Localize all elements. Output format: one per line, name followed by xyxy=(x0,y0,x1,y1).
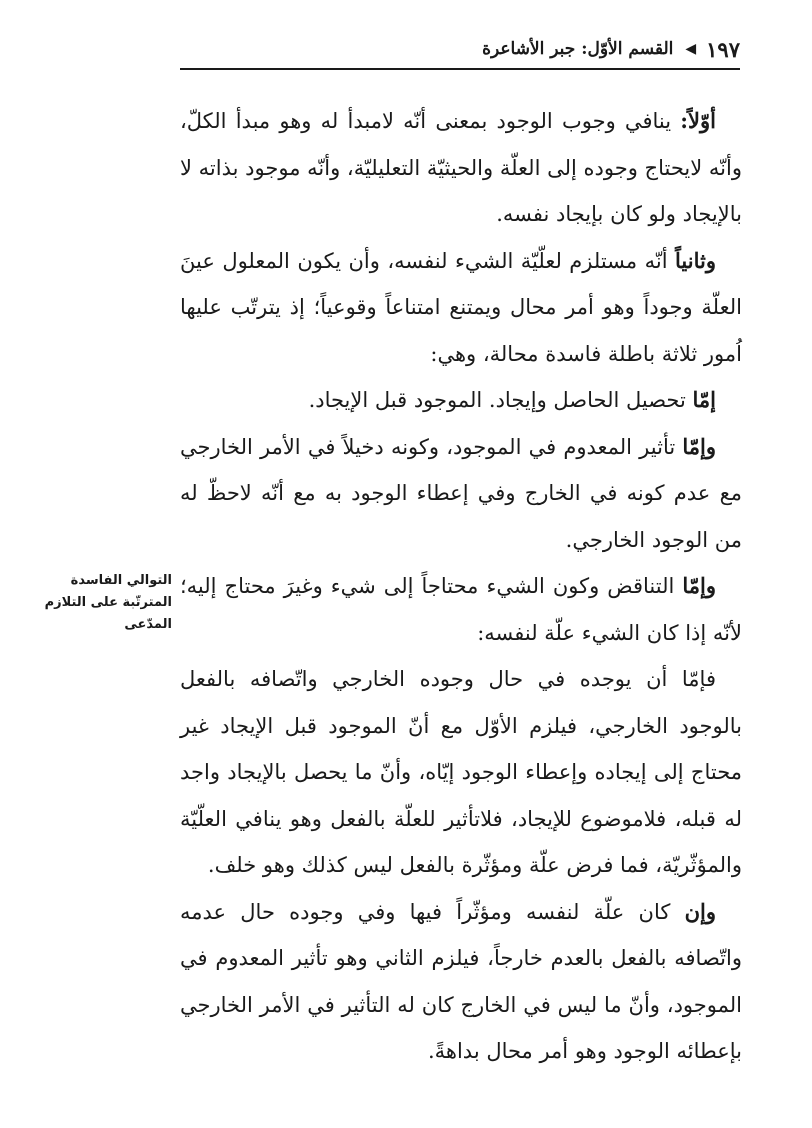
paragraph-text: التناقض وكون الشيء محتاجاً إلى شيء وغيرَ محتاج إليه؛ لأنّه إذا كان الشيء علّة لنفسه: xyxy=(180,574,742,645)
paragraph-lead: أوّلاً: xyxy=(680,108,716,133)
page-number: ١٩٧ xyxy=(706,36,740,62)
paragraph-lead: وإمّا xyxy=(682,573,716,598)
paragraph-lead: وإمّا xyxy=(682,433,716,459)
paragraph-lead: وثانياً xyxy=(675,247,716,273)
running-header xyxy=(180,34,740,64)
paragraph-text: تأثير المعدوم في الموجود، وكونه دخيلاً في الأمر الخارجي مع عدم كونه في الخارج وفي إعطاء الوجود به مع أنّه لاحظّ له من الوجود الخارجي. xyxy=(180,434,742,552)
chapter-title: القسم الأوّل: جبر الأشاعرة xyxy=(482,39,674,59)
paragraph-first xyxy=(180,98,742,238)
paragraph-text: فإمّا أن يوجده في حال وجوده الخارجي واتّصافه بالفعل بالوجود الخارجي، فيلزم الأوّل مع أنّ الموجود قبل الإيجاد غير محتاج إلى إيجاده وإعطاء الوجود إيّاه، وأنّ ما يحصل بالإيجاد واجد له قبله، فلاموضوع للإيجاد، فلاتأثير للعلّة بالفعل وهو ينافي العلّيّة والمؤثّريّة، فما فرض علّة ومؤثّرة بالفعل ليس كذلك وهو خلف. xyxy=(180,667,742,877)
header-divider xyxy=(180,68,740,70)
arrow-left-icon: ◀ xyxy=(685,41,697,57)
paragraph-lead: وإن xyxy=(684,898,716,924)
paragraph-option-two xyxy=(180,424,742,564)
margin-note: التوالي الفاسدة المترتّبة على التلازم المدّعى xyxy=(44,573,172,632)
paragraph-text: أنّه مستلزم لعلّيّة الشيء لنفسه، وأن يكون المعلول عينَ العلّة وجوداً وهو أمر محال ويمتنع امتناعاً وقوعياً؛ إذ يترتّب عليها اُمور ثلاثة باطلة فاسدة محالة، وهي: xyxy=(180,248,742,366)
paragraph-option-three xyxy=(180,563,742,656)
paragraph-text: تحصيل الحاصل وإيجاد. الموجود قبل الإيجاد. xyxy=(308,388,693,412)
paragraph-case-two xyxy=(180,889,742,1075)
paragraph-text: كان علّة لنفسه ومؤثّراً فيها وفي وجوده حال عدمه واتّصافه بالفعل بالعدم خارجاً، فيلزم الثاني وهو تأثير المعدوم في الموجود، وأنّ ما ليس في الخارج كان له التأثير في الأمر الخارجي بإعطائه الوجود وهو أمر محال بداهةً. xyxy=(180,899,742,1063)
main-text xyxy=(180,98,742,1075)
paragraph-case-one xyxy=(180,656,742,889)
paragraph-second xyxy=(180,238,742,378)
paragraph-lead: إمّا xyxy=(692,387,716,412)
paragraph-option-one xyxy=(180,377,742,424)
paragraph-text: ينافي وجوب الوجود بمعنى أنّه لامبدأ له وهو مبدأ الكلّ، وأنّه لايحتاج وجوده إلى العلّة والحيثيّة التعليليّة، وأنّه موجود بذاته لا بالإيجاد ولو كان بإيجاد نفسه. xyxy=(180,109,742,226)
